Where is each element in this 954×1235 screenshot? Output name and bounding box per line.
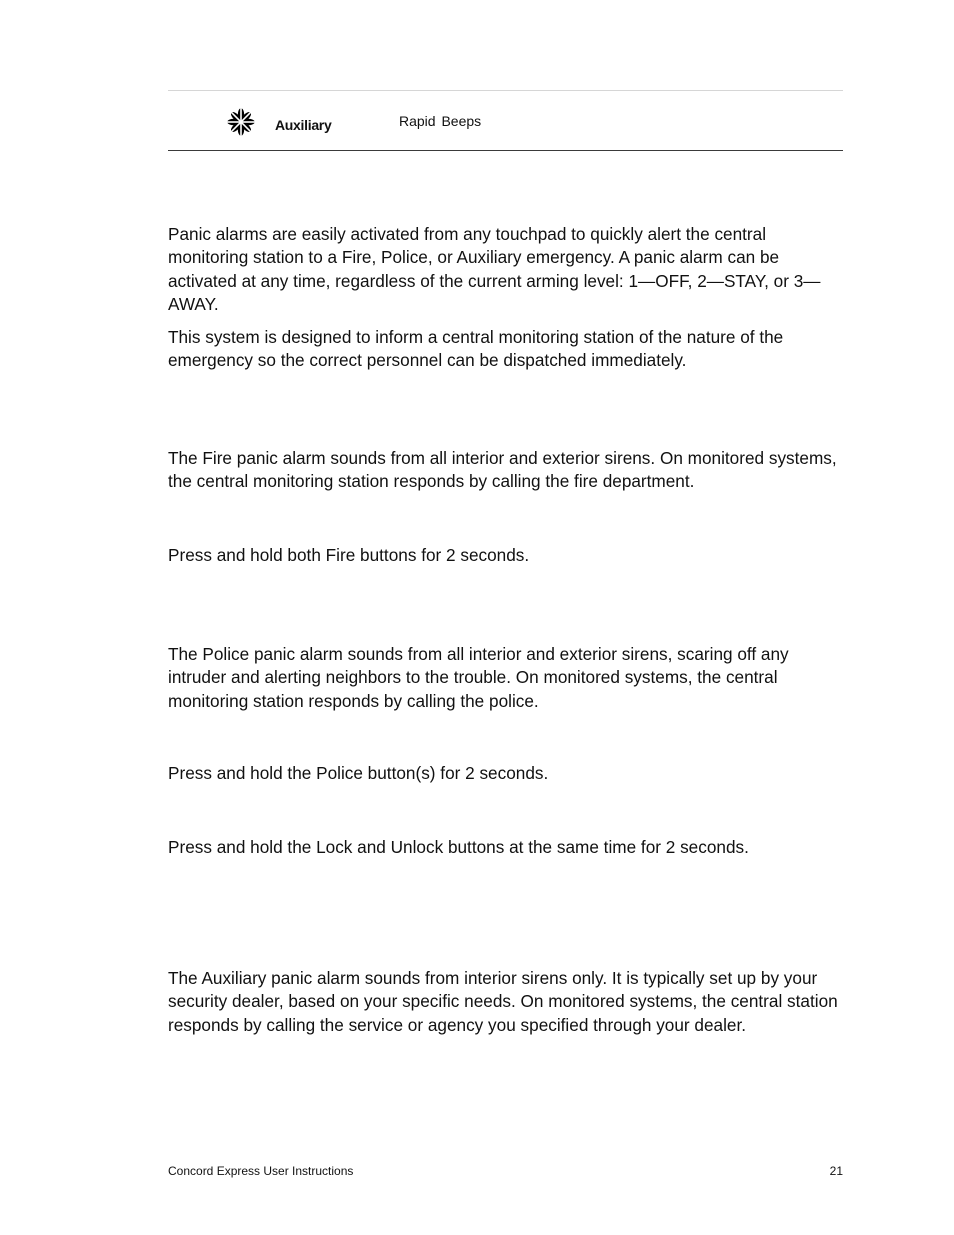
table-bottom-rule <box>168 150 843 151</box>
page-number: 21 <box>829 1164 843 1178</box>
system-paragraph: This system is designed to inform a central monitoring station of the nature of the emergency so the correct personnel can be dispatched immediately. <box>168 327 784 371</box>
police-description: The Police panic alarm sounds from all interior and exterior sirens, scaring off any intruder and alerting neighbors to the trouble. On monitored systems, the central monitoring station responds by calling the police. <box>168 644 789 711</box>
fire-description: The Fire panic alarm sounds from all interior and exterior sirens. On monitored systems, the central monitoring station responds by calling the fire department. <box>168 448 837 492</box>
intro-paragraph: Panic alarms are easily activated from any touchpad to quickly alert the central monitoring station to a Fire, Police, or Auxiliary emergency. A panic alarm can be activated at any time, regardless of the current arming level: 1—OFF, 2—STAY, or 3—AWAY. <box>168 224 821 315</box>
police-instructions: Press and hold the Police button(s) for 2 seconds. <box>168 763 549 783</box>
auxiliary-label: Auxiliary <box>275 117 332 133</box>
footer-title: Concord Express User Instructions <box>168 1164 354 1178</box>
asterisk-icon <box>227 108 255 136</box>
auxiliary-description: The Auxiliary panic alarm sounds from interior sirens only. It is typically set up by your security dealer, based on your specific needs. On monitored systems, the central station responds by calling the service or agency you specified through your dealer. <box>168 968 838 1035</box>
fire-instructions: Press and hold both Fire buttons for 2 seconds. <box>168 545 530 565</box>
sound-description: Rapid Beeps <box>399 113 482 129</box>
keyfob-instructions: Press and hold the Lock and Unlock buttons at the same time for 2 seconds. <box>168 837 749 857</box>
table-row <box>168 91 843 150</box>
